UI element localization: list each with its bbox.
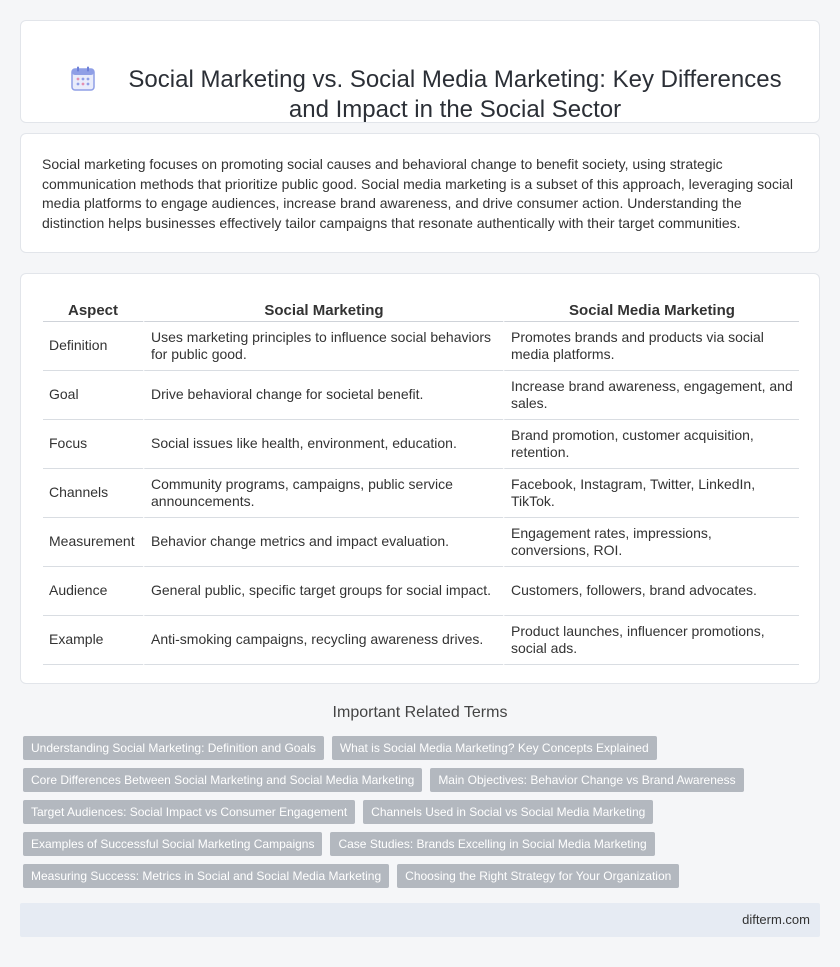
related-term-link[interactable]: Examples of Successful Social Marketing Campaigns	[23, 832, 322, 856]
table-cell: Social issues like health, environment, education.	[143, 420, 503, 469]
footer	[20, 903, 820, 937]
table-cell-aspect: Measurement	[43, 518, 143, 567]
table-cell: Brand promotion, customer acquisition, retention.	[503, 420, 799, 469]
table-row	[43, 322, 799, 371]
page-title: Social Marketing vs. Social Media Marketing: Key Differences and Impact in the Social Sector	[128, 66, 782, 123]
related-terms-list	[23, 736, 813, 888]
table-cell: Drive behavioral change for societal benefit.	[143, 371, 503, 420]
table-header-row	[43, 296, 799, 322]
header-aspect: Aspect	[43, 296, 143, 322]
table-cell: Engagement rates, impressions, conversions, ROI.	[503, 518, 799, 567]
intro-paragraph: Social marketing focuses on promoting social causes and behavioral change to benefit society, using strategic communication methods that prioritize public good. Social media marketing is a subset of this approach, leveraging social media platforms to engage audiences, increase brand awareness, and drive consumer action. Understanding the distinction helps businesses effectively tailor campaigns that resonate authentically with their target communities.	[42, 156, 793, 231]
table-cell: General public, specific target groups for social impact.	[143, 567, 503, 616]
table-cell-aspect: Audience	[43, 567, 143, 616]
footer-site-name: difterm.com	[742, 912, 810, 927]
table-cell-aspect: Channels	[43, 469, 143, 518]
related-term-link[interactable]: Case Studies: Brands Excelling in Social Media Marketing	[330, 832, 654, 856]
intro-card	[20, 133, 820, 253]
table-row	[43, 616, 799, 665]
table-cell-aspect: Focus	[43, 420, 143, 469]
table-cell: Uses marketing principles to influence social behaviors for public good.	[143, 322, 503, 371]
table-cell: Increase brand awareness, engagement, and sales.	[503, 371, 799, 420]
table-cell: Anti-smoking campaigns, recycling awareness drives.	[143, 616, 503, 665]
related-term-link[interactable]: Measuring Success: Metrics in Social and Social Media Marketing	[23, 864, 389, 888]
calendar-icon	[69, 65, 97, 93]
table-row	[43, 371, 799, 420]
table-cell: Customers, followers, brand advocates.	[503, 567, 799, 616]
table-row	[43, 469, 799, 518]
table-cell: Community programs, campaigns, public service announcements.	[143, 469, 503, 518]
table-row	[43, 518, 799, 567]
table-cell: Promotes brands and products via social media platforms.	[503, 322, 799, 371]
comparison-table	[43, 296, 799, 665]
related-term-link[interactable]: Understanding Social Marketing: Definition and Goals	[23, 736, 324, 760]
related-term-link[interactable]: Choosing the Right Strategy for Your Organization	[397, 864, 679, 888]
table-row	[43, 420, 799, 469]
table-cell-aspect: Example	[43, 616, 143, 665]
comparison-card	[20, 273, 820, 684]
table-row	[43, 567, 799, 616]
related-term-link[interactable]: Main Objectives: Behavior Change vs Brand Awareness	[430, 768, 743, 792]
related-terms-heading: Important Related Terms	[332, 704, 508, 721]
table-cell: Facebook, Instagram, Twitter, LinkedIn, TikTok.	[503, 469, 799, 518]
related-term-link[interactable]: Core Differences Between Social Marketing and Social Media Marketing	[23, 768, 422, 792]
related-term-link[interactable]: What is Social Media Marketing? Key Concepts Explained	[332, 736, 657, 760]
table-cell-aspect: Definition	[43, 322, 143, 371]
table-cell: Product launches, influencer promotions, social ads.	[503, 616, 799, 665]
related-term-link[interactable]: Channels Used in Social vs Social Media Marketing	[363, 800, 653, 824]
table-cell: Behavior change metrics and impact evaluation.	[143, 518, 503, 567]
header-social-marketing: Social Marketing	[143, 296, 503, 322]
related-term-link[interactable]: Target Audiences: Social Impact vs Consumer Engagement	[23, 800, 355, 824]
title-card	[20, 20, 820, 123]
table-cell-aspect: Goal	[43, 371, 143, 420]
header-social-media-marketing: Social Media Marketing	[503, 296, 799, 322]
